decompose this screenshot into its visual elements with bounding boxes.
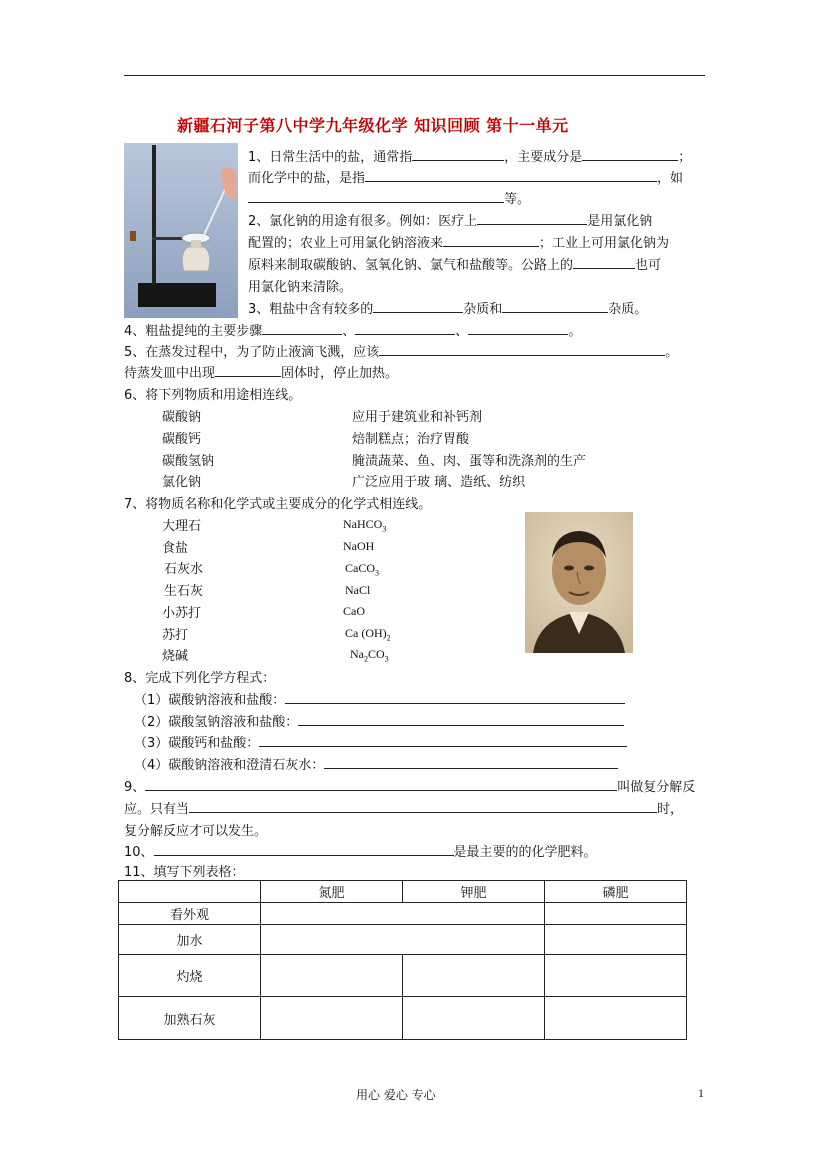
q6-substance[interactable]: 碳酸氢钠 [162,454,215,469]
table-row-label: 加水 [119,925,261,955]
blank-q3-impurity1[interactable] [373,298,463,313]
table-answer-cell[interactable] [261,955,403,997]
q7-name[interactable]: 烧碱 [162,649,189,664]
table-answer-cell[interactable] [545,955,687,997]
q2-line3: 原料来制取碳酸钠、氢氧化钠、氯气和盐酸等。公路上的 也可 [248,254,661,273]
blank-q4-step2[interactable] [355,320,455,335]
blank-q5-solid[interactable] [215,362,281,377]
fertilizer-table [118,880,687,1040]
page-number: 1 [698,1086,704,1100]
q9-line2: 应。只有当 时， [124,798,683,817]
q7-formula[interactable]: NaOH [343,539,375,553]
blank-q2-medical[interactable] [477,210,587,225]
q6-substance[interactable]: 氯化钠 [162,475,202,490]
blank-q8-4[interactable] [324,754,618,769]
q2-line2: 配置的；农业上可用氯化钠溶液来 ；工业上可用氯化钠为 [248,232,669,251]
table-header-cell: 氮肥 [261,881,403,903]
blank-q3-impurity2[interactable] [502,298,608,313]
q10-line: 10、 是最主要的的化学肥料。 [124,841,597,860]
q8-heading: 8、完成下列化学方程式： [124,671,276,686]
table-row-label: 灼烧 [119,955,261,997]
q7-formula[interactable]: NaCl [345,583,371,597]
table-row [119,903,687,925]
blank-q8-2[interactable] [298,711,624,726]
q4-line: 4、粗盐提纯的主要步骤 、 、 。 [124,320,581,339]
table-row [119,997,687,1040]
page-footer: 用心 爱心 专心 [356,1088,436,1102]
q6-use[interactable]: 焙制糕点；治疗胃酸 [352,432,470,447]
q1-line1: 1、日常生活中的盐，通常指 ，主要成分是 ； [248,146,691,165]
table-answer-cell[interactable] [403,997,545,1040]
q6-use[interactable]: 腌渍蔬菜、鱼、肉、蛋等和洗涤剂的生产 [352,454,587,469]
q7-formula[interactable]: CaO [343,604,365,618]
q8-equation-4: （4）碳酸钠溶液和澄清石灰水： [134,754,618,773]
blank-q2-road[interactable] [573,254,635,269]
q9-line1: 9、 叫做复分解反 [124,776,695,795]
blank-q8-3[interactable] [259,732,627,747]
q7-name[interactable]: 石灰水 [164,562,204,577]
blank-q5-action[interactable] [379,341,665,356]
q6-use[interactable]: 广泛应用于玻 璃、造纸、纺织 [352,475,526,490]
q7-formula[interactable]: CaCO$_3$ [345,561,379,578]
blank-q4-step3[interactable] [468,320,568,335]
blank-q1-common-salt[interactable] [412,146,504,161]
blank-q1-chem-salt[interactable] [365,167,657,182]
table-row-label: 看外观 [119,903,261,925]
q6-heading: 6、将下列物质和用途相连线。 [124,388,302,403]
q2-line4: 用氯化钠来清除。 [248,280,353,295]
header-rule [124,75,705,76]
table-header-row [119,881,687,903]
table-answer-cell[interactable] [261,903,545,925]
table-header-cell [119,881,261,903]
q7-name[interactable]: 小苏打 [162,606,202,621]
blank-q8-1[interactable] [285,689,625,704]
q6-substance[interactable]: 碳酸钙 [162,432,202,447]
table-header-cell: 磷肥 [545,881,687,903]
portrait-photo [525,512,633,653]
q8-equation-1: （1）碳酸钠溶液和盐酸： [134,689,625,708]
q8-equation-2: （2）碳酸氢钠溶液和盐酸： [134,711,624,730]
blank-q1-main-component[interactable] [582,146,678,161]
q5-line2: 待蒸发皿中出现 固体时，停止加热。 [124,362,398,381]
q1-line3: 等。 [248,188,530,207]
q7-name[interactable]: 苏打 [162,628,189,643]
table-answer-cell[interactable] [545,925,687,955]
blank-q4-step1[interactable] [262,320,342,335]
blank-q10[interactable] [154,841,454,856]
blank-q9-definition[interactable] [145,776,617,791]
blank-q1-examples[interactable] [248,188,504,203]
q7-formula[interactable]: $Na_2CO_3$ [350,647,389,664]
table-header-cell: 钾肥 [403,881,545,903]
q1-line2: 而化学中的盐，是指 ，如 [248,167,683,186]
q7-formula[interactable]: NaHCO$_3$ [343,517,387,534]
q7-name[interactable]: 食盐 [162,541,189,556]
q7-name[interactable]: 大理石 [162,519,202,534]
page-title: 新疆石河子第八中学九年级化学 知识回顾 第十一单元 [177,116,569,135]
table-answer-cell[interactable] [261,925,545,955]
lab-apparatus-photo [124,143,238,318]
blank-q9-condition[interactable] [189,798,657,813]
q6-substance[interactable]: 碳酸钠 [162,410,202,425]
table-answer-cell[interactable] [403,955,545,997]
q6-use[interactable]: 应用于建筑业和补钙剂 [352,410,483,425]
blank-q2-agriculture[interactable] [443,232,539,247]
table-answer-cell[interactable] [261,997,403,1040]
table-row [119,925,687,955]
q7-formula[interactable]: Ca $(OH)_2$ [345,626,391,643]
table-answer-cell[interactable] [545,903,687,925]
q3-line: 3、粗盐中含有较多的 杂质和 杂质。 [248,298,647,317]
q5-line1: 5、在蒸发过程中，为了防止液滴飞溅，应该 。 [124,341,678,360]
q9-line3: 复分解反应才可以发生。 [124,824,268,839]
q11-heading: 11、填写下列表格： [124,865,245,880]
table-row [119,955,687,997]
table-answer-cell[interactable] [545,997,687,1040]
q2-line1: 2、氯化钠的用途有很多。例如：医疗上 是用氯化钠 [248,210,652,229]
table-row-label: 加熟石灰 [119,997,261,1040]
q7-name[interactable]: 生石灰 [164,584,204,599]
q8-equation-3: （3）碳酸钙和盐酸： [134,732,627,751]
q7-heading: 7、将物质名称和化学式或主要成分的化学式相连线。 [124,497,432,512]
